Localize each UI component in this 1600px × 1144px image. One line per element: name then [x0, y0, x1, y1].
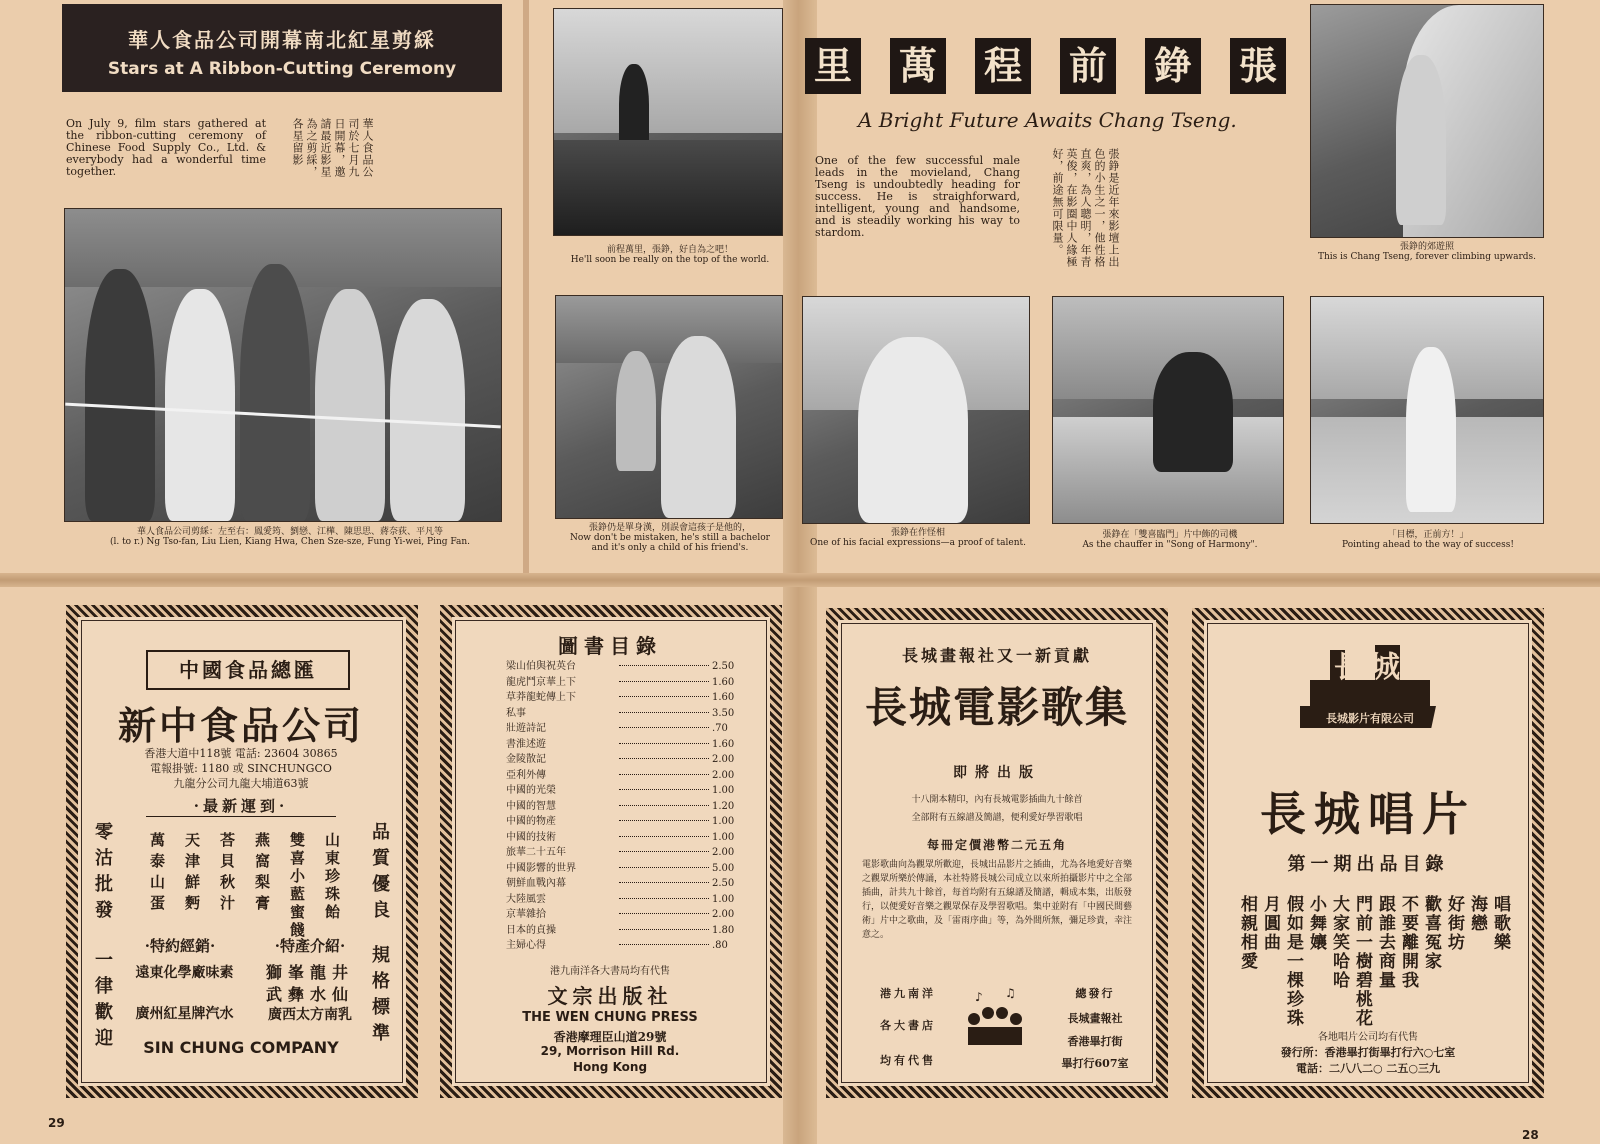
songbook-price: 每冊定價港幣二元五角 [926, 838, 1067, 852]
leader-dots [619, 727, 709, 728]
songbook-title: 長城電影歌集 [864, 683, 1129, 732]
child-caption-en: Now don't be mistaken, he's still a bachelor and it's only a child of his friend's. [570, 533, 770, 553]
song-title: 不要離開我 [1398, 895, 1418, 990]
records-subtitle: 第一期出品目錄 [1287, 854, 1449, 875]
book-price: 1.20 [712, 800, 735, 812]
page-number-left: 29 [48, 1116, 65, 1130]
food-product-1: 萬泰山蛋 [148, 832, 166, 916]
book-title: 亞利外傳 [506, 769, 546, 781]
book-price: .70 [712, 723, 728, 734]
leader-dots [619, 898, 709, 899]
food-ad-right-side: 品質優良 [369, 822, 390, 926]
leader-dots [619, 758, 709, 759]
book-price: 2.50 [712, 878, 735, 889]
book-price: 2.00 [712, 754, 735, 765]
ribbon-body-en: On July 9, film stars gathered at the ribbon-cutting ceremony of Chinese Food Supply Co., Ltd. & everybody had a wonderful time together. [66, 117, 266, 178]
pointing-caption [1312, 530, 1544, 550]
food-ad-header: 中國食品總匯 [146, 650, 350, 690]
leader-dots [619, 882, 709, 883]
ribbon-title-en: Stars at A Ribbon-Cutting Ceremony [107, 59, 457, 79]
leader-dots [619, 836, 709, 837]
ribbon-title-zh: 華人食品公司開幕南北紅星剪綵 [128, 28, 436, 52]
book-price: 2.00 [712, 847, 735, 858]
food-ad-bottom-right: 規格標準 [369, 945, 390, 1049]
food-product-2: 天津鮮麪 [183, 832, 201, 916]
ribbon-photo [64, 208, 502, 522]
leader-dots [619, 929, 709, 930]
book-title: 中國的智慧 [506, 800, 556, 812]
leader-dots [619, 867, 709, 868]
book-item [506, 738, 734, 752]
book-price: 1.60 [712, 738, 735, 750]
title-char-2: 錚 [1145, 38, 1201, 94]
book-price: 5.00 [712, 862, 735, 874]
pointing-caption-zh: 「目標，正前方！」 [1387, 530, 1469, 540]
book-item [506, 769, 734, 783]
song-title: 唱歌樂 [1490, 895, 1510, 952]
songbook-right4: 畢打行607室 [1061, 1057, 1129, 1070]
songbook-left2: 各大書店 [880, 1019, 936, 1032]
food-ad-addr3: 九龍分公司九龍大埔道63號 [173, 777, 309, 790]
books-ad-addr-en2: Hong Kong [572, 1060, 648, 1074]
title-char-5: 萬 [890, 38, 946, 94]
books-ad-addr-en1: 29, Morrison Hill Rd. [540, 1044, 680, 1058]
leader-dots [619, 913, 709, 914]
spine-fold [783, 0, 817, 1144]
climbing-caption-en: He'll soon be really on the top of the world. [570, 255, 770, 265]
records-logo-big: 長城 [1334, 650, 1406, 685]
leader-dots [619, 789, 709, 790]
car-photo [1052, 296, 1284, 524]
car-caption-zh: 張錚在「雙喜臨門」片中飾的司機 [1102, 530, 1238, 540]
leader-dots [619, 820, 709, 821]
food-product-4: 燕窩梨膏 [253, 832, 271, 916]
book-item [506, 784, 734, 798]
food-intro-header: ·特產介紹· [274, 937, 346, 955]
ribbon-caption [100, 527, 480, 547]
food-product-6: 山東珍珠飴 [323, 832, 341, 922]
title-char-4: 程 [975, 38, 1031, 94]
chang-body-zh: 張錚是近年來影壇上出色的小生之一，他性格直爽，為人聰明，年青英俊，在影圈中人緣極好，前途無可限量。 [1051, 148, 1120, 268]
book-price: 1.60 [712, 676, 735, 688]
book-price: 2.50 [712, 661, 735, 672]
food-ad-addr2: 電報掛號: 1180 或 SINCHUNGCO [150, 762, 332, 775]
ribbon-caption-zh: 華人食品公司剪綵：左至右：鳳愛筠、劉戀、江樺、陳思思、蔣奈荻、平凡等 [136, 527, 443, 537]
books-ad-press-zh: 文宗出版社 [547, 984, 673, 1008]
book-title: 主婦心得 [506, 940, 546, 951]
book-price: 2.00 [712, 909, 735, 920]
songbook-left1: 港九南洋 [880, 987, 936, 1000]
records-logo-band: 長城影片有限公司 [1326, 712, 1414, 725]
title-char-1: 張 [1230, 38, 1286, 94]
title-char-3: 前 [1060, 38, 1116, 94]
songbook-line2: 全部附有五線譜及簡譜，便利愛好學習歌唱 [911, 813, 1083, 823]
books-ad-addr-zh: 香港摩理臣山道29號 [553, 1030, 667, 1044]
book-title: 中國影響的世界 [506, 862, 576, 874]
book-item [506, 707, 734, 721]
rock-photo [1310, 4, 1544, 238]
song-title: 好街坊 [1444, 895, 1464, 952]
food-ad-english: SIN CHUNG COMPANY [143, 1038, 339, 1057]
chang-body-en: One of the few successful male leads in the movieland, Chang Tseng is undoubtedly heading for success. He is straighforward, intelligent, young and handsome, and is steadily working his way to stardom. [815, 154, 1020, 239]
child-photo [555, 295, 783, 519]
food-special-1: 遠東化學廠味素 [135, 965, 234, 981]
food-ad-bottom-left: 一律歡迎 [92, 950, 113, 1054]
leader-dots [619, 743, 709, 744]
svg-text:♫: ♫ [1005, 986, 1016, 1000]
songbook-soon: 即將出版 [953, 765, 1041, 781]
leader-dots [619, 944, 709, 945]
horizontal-fold [0, 573, 1600, 587]
book-item [506, 862, 734, 876]
songbook-line1: 十八開本精印，內有長城電影插曲九十餘首 [911, 795, 1083, 805]
food-ad-name: 新中食品公司 [117, 703, 364, 748]
food-ad-addr1: 香港大道中118號 電話: 23604 30865 [144, 747, 338, 760]
book-price: 1.60 [712, 692, 735, 703]
food-ad-newest: ·最新運到· [146, 795, 336, 817]
book-price: 1.00 [712, 893, 735, 905]
book-item [506, 800, 734, 814]
book-item [506, 939, 728, 953]
leader-dots [619, 696, 709, 697]
book-title: 日本的貞操 [506, 924, 556, 936]
book-title: 中國的技術 [506, 831, 556, 843]
book-title: 壯遊詩記 [506, 723, 546, 734]
pointing-caption-en: Pointing ahead to the way of success! [1342, 540, 1514, 550]
records-agents: 各地唱片公司均有代售 [1318, 1032, 1418, 1043]
book-title: 私事 [506, 707, 526, 719]
food-special-header: ·特約經銷· [144, 937, 216, 955]
songbook-right3: 香港畢打街 [1067, 1035, 1123, 1048]
leader-dots [619, 681, 709, 682]
song-title: 海戀 [1467, 895, 1487, 933]
book-title: 草莽龍蛇傳上下 [506, 692, 576, 703]
food-ad-left-side: 零沽批發 [92, 822, 113, 926]
car-caption [1055, 530, 1285, 550]
page-number-right: 28 [1522, 1128, 1539, 1142]
book-item [506, 722, 728, 736]
child-caption [565, 523, 775, 553]
book-item [506, 831, 734, 845]
book-price: 3.50 [712, 707, 735, 719]
leader-dots [619, 851, 709, 852]
records-phone: 電話：二八八二○ 二五○三九 [1295, 1062, 1441, 1075]
svg-text:♪: ♪ [975, 990, 983, 1004]
songbook-right1: 總發行 [1075, 987, 1115, 1000]
book-title: 書淮述遊 [506, 738, 546, 750]
book-title: 龍虎鬥京華上下 [506, 676, 576, 688]
songbook-left3: 均有代售 [880, 1054, 936, 1067]
book-price: .80 [712, 940, 728, 951]
book-price: 1.00 [712, 816, 735, 827]
rock-caption-zh: 張錚的郊遊照 [1399, 242, 1454, 252]
book-item [506, 893, 734, 907]
songbook-top: 長城畫報社又一新貢獻 [901, 646, 1092, 665]
books-ad-press-en: THE WEN CHUNG PRESS [522, 1010, 698, 1025]
face-caption-zh: 張錚在作怪相 [890, 528, 945, 538]
chang-subtitle: A Bright Future Awaits Chang Tseng. [858, 108, 1237, 132]
book-title: 金陵散記 [506, 754, 546, 765]
leader-dots [619, 774, 709, 775]
leader-dots [619, 805, 709, 806]
choir-illustration [960, 985, 1030, 1055]
leader-dots [619, 712, 709, 713]
book-title: 梁山伯與祝英台 [506, 661, 576, 672]
book-title: 中國的物產 [506, 816, 556, 827]
book-item [506, 676, 734, 690]
title-char-6: 里 [805, 38, 861, 94]
book-title: 旅華二十五年 [506, 847, 566, 858]
child-caption-zh: 張錚仍是單身漢，別誤會這孩子是他的， [588, 523, 751, 533]
ribbon-caption-en: (l. to r.) Ng Tso-fan, Liu Lien, Kiang Hwa, Chen Sze-sze, Fung Yi-wei, Ping Fan. [109, 537, 471, 547]
food-intro-3: 廣西太方南乳 [268, 1007, 352, 1023]
climbing-caption-zh: 前程萬里，張錚，好自為之吧！ [606, 245, 733, 255]
song-title: 跟誰去商量 [1375, 895, 1395, 990]
book-price: 1.80 [712, 924, 735, 936]
book-price: 2.00 [712, 769, 735, 781]
face-caption-en: One of his facial expressions—a proof of talent. [810, 538, 1026, 548]
song-title: 歡喜冤家 [1421, 895, 1441, 971]
food-product-5: 雙喜小藍蜜餞 [288, 832, 306, 940]
rock-caption [1312, 242, 1542, 262]
book-title: 京華雜拾 [506, 909, 546, 920]
book-price: 1.00 [712, 785, 735, 796]
ribbon-body-zh: 華人食品公司於七月九日開幕，邀請最近影星為之剪綵，各星留影 [291, 118, 374, 178]
book-title: 中國的光榮 [506, 785, 556, 796]
car-caption-en: As the chauffer in "Song of Harmony". [1082, 540, 1258, 550]
book-item [506, 908, 734, 922]
book-title: 大陸風雲 [506, 893, 546, 905]
songbook-desc: 電影歌曲向為觀眾所歡迎，長城出品影片之插曲，尤為各地愛好音樂之觀眾所樂於傳誦，本社特將長城公司成立以來所拍攝影片中之全部插曲，計共九十餘首，每首均附有五線譜及簡譜，輯成本集，出版發行，以便愛好音樂之觀眾保存及學習歌唱。集中並附有「中國民間藝術」片中之歌曲，及「雷雨序曲」等，為外間所無，彌足珍貴，幸注意之。 [862, 860, 1133, 940]
song-title: 大家笑哈哈 [1329, 895, 1349, 990]
climbing-photo [553, 8, 783, 236]
song-title: 門前一樹碧桃花 [1352, 895, 1372, 1028]
song-title: 月圓曲 [1260, 895, 1280, 952]
ribbon-banner [62, 4, 502, 92]
book-item [506, 846, 734, 860]
food-product-3: 荅貝秋汁 [218, 832, 236, 916]
rock-caption-en: This is Chang Tseng, forever climbing upwards. [1317, 252, 1537, 262]
climbing-caption [570, 245, 770, 265]
book-title: 朝鮮血戰內幕 [506, 878, 566, 889]
books-ad-agents: 港九南洋各大書局均有代售 [550, 966, 670, 977]
books-ad-title: 圖書目錄 [558, 634, 662, 658]
book-price: 1.00 [712, 831, 735, 843]
food-intro-1: 獅峯龍井 [265, 963, 354, 982]
records-title: 長城唱片 [1260, 787, 1476, 841]
book-item [506, 691, 734, 705]
pointing-photo [1310, 296, 1544, 524]
song-title: 假如是一棵珍珠 [1283, 895, 1303, 1028]
face-photo [802, 296, 1030, 524]
book-item [506, 877, 734, 891]
face-caption [805, 528, 1031, 548]
food-intro-2: 武彝水仙 [265, 985, 354, 1004]
food-special-2: 廣州紅星牌汽水 [135, 1006, 234, 1022]
book-item [506, 753, 734, 767]
records-issuer: 發行所：香港畢打街畢打行六○七室 [1280, 1046, 1456, 1059]
song-title: 小舞孃 [1306, 895, 1326, 952]
songbook-right2: 長城畫報社 [1067, 1012, 1123, 1025]
column-divider [523, 0, 529, 573]
song-title: 相親相愛 [1237, 895, 1257, 971]
book-item [506, 815, 734, 829]
book-item [506, 660, 734, 674]
leader-dots [619, 665, 709, 666]
book-item [506, 924, 734, 938]
